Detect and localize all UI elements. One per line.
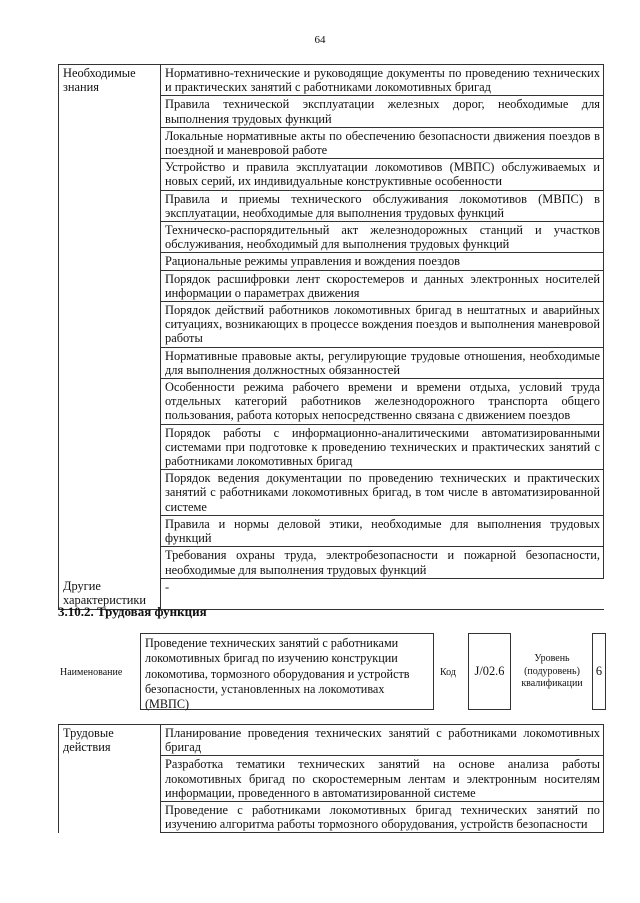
section-title: 3.10.2. Трудовая функция (58, 604, 207, 619)
knowledge-item: Порядок ведения документации по проведению технических и практических занятий с работниками локомотивных бригад, в том числе в автоматизированной системе (161, 470, 604, 516)
code-label: Код (440, 667, 456, 678)
name-label: Наименование (60, 667, 123, 678)
knowledge-table (58, 64, 604, 610)
code-value: J/02.6 (468, 633, 511, 710)
knowledge-label: Необходимые знания (59, 65, 161, 579)
other-characteristics-label: Другие характеристики (59, 578, 161, 609)
labor-action-item: Планирование проведения технических занятий с работниками локомотивных бригад (161, 725, 604, 756)
qualification-level-value: 6 (592, 633, 606, 710)
knowledge-item: Правила и приемы технического обслуживания локомотивов (МВПС) в эксплуатации, необходимые для выполнения трудовых функций (161, 190, 604, 221)
page-number: 64 (314, 34, 326, 46)
table-row (59, 725, 604, 756)
table-row (59, 65, 604, 96)
labor-actions-label: Трудовые действия (59, 725, 161, 833)
knowledge-item: Локальные нормативные акты по обеспечению безопасности движения поездов в поездной и маневровой работе (161, 127, 604, 158)
knowledge-item: Особенности режима рабочего времени и времени отдыха, условий труда отдельных категорий работников железнодорожного транспорта общего пользования, работа которых непосредственно связана с движением поездов (161, 379, 604, 425)
labor-action-item: Проведение с работниками локомотивных бригад технических занятий по изучению алгоритма работы тормозного оборудования, устройств безопасности (161, 802, 604, 833)
knowledge-item: Порядок расшифровки лент скоростемеров и данных электронных носителей информации о параметрах движения (161, 270, 604, 301)
knowledge-item: Порядок действий работников локомотивных бригад в нештатных и аварийных ситуациях, возникающих в процессе вождения поездов и выполнения маневровой работы (161, 302, 604, 348)
knowledge-item: Техническо-распорядительный акт железнодорожных станций и участков обслуживания, необходимый для выполнения трудовых функций (161, 222, 604, 253)
knowledge-item: Рациональные режимы управления и вождения поездов (161, 253, 604, 270)
function-name-value: Проведение технических занятий с работниками локомотивных бригад по изучению конструкции локомотива, тормозного оборудования и устройств безопасности, установленных на локомотивах (МВПС) (140, 633, 434, 710)
knowledge-item: Правила и нормы деловой этики, необходимые для выполнения трудовых функций (161, 515, 604, 546)
knowledge-item: Нормативно-технические и руководящие документы по проведению технических и практических занятий с работниками локомотивных бригад (161, 65, 604, 96)
labor-actions-table (58, 724, 604, 833)
labor-action-item: Разработка тематики технических занятий на основе анализа работы локомотивных бригад по скоростемерным лентам и электронным носителям информации, проведенного в автоматизированной системе (161, 756, 604, 802)
knowledge-item: Требования охраны труда, электробезопасности и пожарной безопасности, необходимые для выполнения трудовых функций (161, 547, 604, 578)
knowledge-item: Устройство и правила эксплуатации локомотивов (МВПС) обслуживаемых и новых серий, их индивидуальные конструктивные особенности (161, 159, 604, 190)
knowledge-item: Порядок работы с информационно-аналитическими автоматизированными системами при подготовке к проведению технических и практических занятий с работниками локомотивных бригад (161, 424, 604, 470)
knowledge-item: Правила технической эксплуатации железных дорог, необходимые для выполнения трудовых функций (161, 96, 604, 127)
other-characteristics-value: - (161, 578, 604, 609)
knowledge-item: Нормативные правовые акты, регулирующие трудовые отношения, необходимые для выполнения должностных обязанностей (161, 347, 604, 378)
qualification-level-label: Уровень (подуровень) квалификации (521, 653, 583, 689)
